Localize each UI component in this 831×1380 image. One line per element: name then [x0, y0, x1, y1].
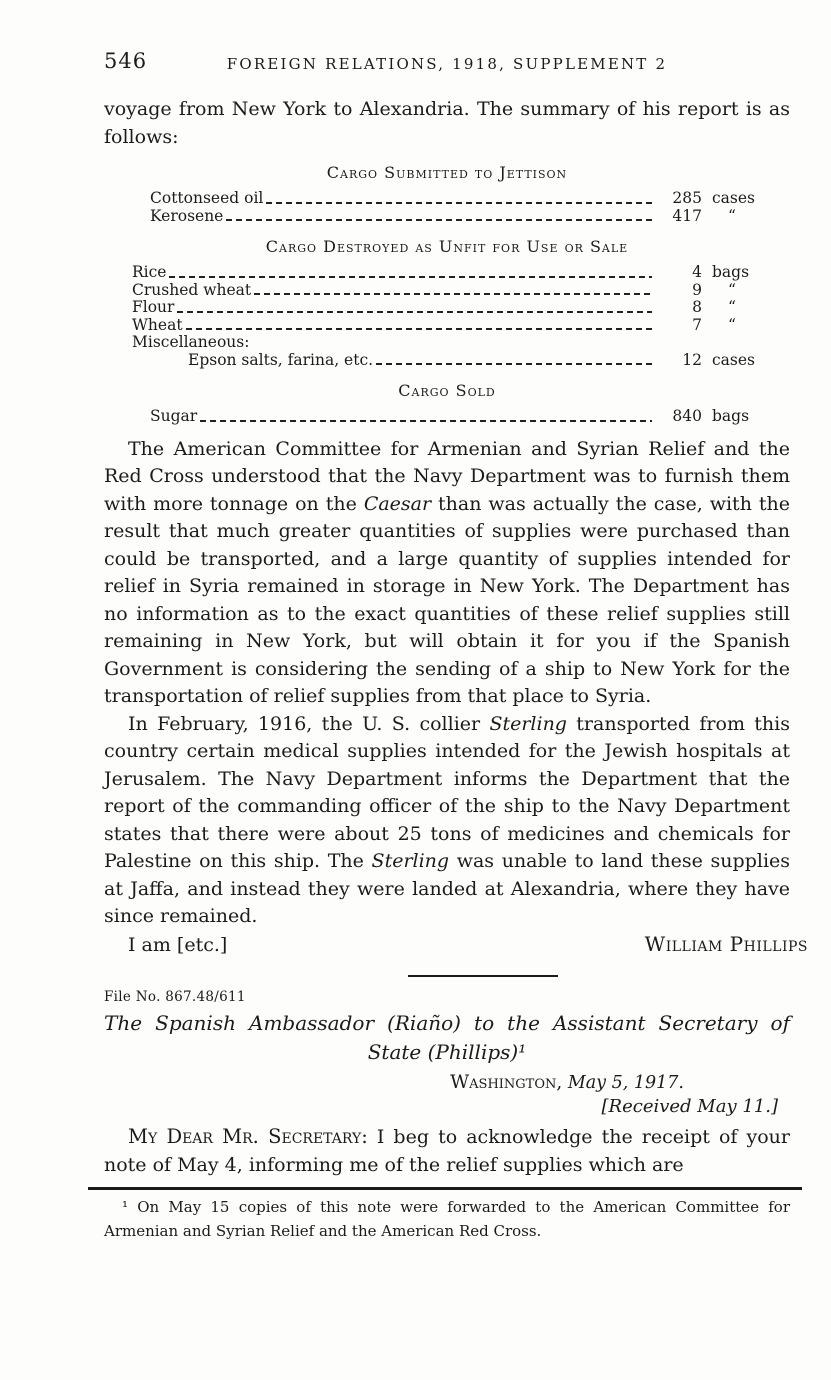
cargo-item-quantity: 417	[672, 206, 702, 225]
cargo-item-unit-ditto: “	[728, 298, 736, 316]
cargo-item-unit-ditto: “	[728, 315, 736, 334]
cargo-item-label: Cottonseed oil	[150, 189, 264, 207]
cargo-list-destroyed	[132, 264, 790, 369]
cargo-item-unit-ditto: “	[728, 206, 736, 225]
dash-leader	[200, 420, 652, 422]
ship-name-sterling: Sterling	[489, 712, 567, 735]
paragraph-text: was unable to land these supplies at Jaffa, and instead they were landed at Alexandria, where they have since remained.	[104, 850, 791, 927]
salutation: My Dear Mr. Secretary:	[128, 1125, 368, 1148]
cargo-row	[132, 317, 790, 335]
cargo-heading-destroyed: Cargo Destroyed as Unfit for Use or Sale	[265, 237, 629, 256]
dash-leader	[186, 328, 652, 330]
dash-leader	[376, 363, 652, 365]
received-line: [Received May 11.]	[601, 1096, 778, 1117]
file-number: File No. 867.48/611	[104, 989, 246, 1005]
letter-heading-line-2: State (Phillips)¹	[367, 1040, 527, 1064]
cargo-item-quantity: 9	[692, 280, 702, 299]
cargo-row	[132, 352, 790, 370]
cargo-section-sold	[104, 381, 790, 426]
section-divider-rule	[408, 975, 558, 977]
paragraph-text: In February, 1916, the U. S. collier	[128, 712, 490, 735]
cargo-item-label: Epson salts, farina, etc.	[188, 350, 374, 369]
footnote	[104, 1195, 790, 1243]
ship-name-sterling: Sterling	[371, 850, 450, 872]
page-number: 546	[104, 49, 148, 73]
signature-row	[104, 931, 808, 960]
running-header	[104, 49, 790, 78]
dateline-date: May 5, 1917.	[562, 1073, 684, 1093]
cargo-item-label: Crushed wheat	[132, 280, 252, 299]
cargo-list-sold	[150, 408, 790, 426]
paragraph-text: than was actually the case, with the result that much greater quantities of supplies were purchased than could be transported, and a large quantity of supplies intended for relief in Syria remained in storage in New York. The Department has no information as to the exact quantities of these relief supplies still remaining in New York, but will obtain it for you if the Spanish Government is considering the sending of a ship to New York for the transportation of relief supplies from that place to Syria.	[104, 492, 790, 707]
intro-paragraph: voyage from New York to Alexandria. The summary of his report is as follows:	[104, 98, 790, 148]
cargo-item-unit-ditto: “	[728, 280, 736, 299]
dash-leader	[254, 293, 652, 295]
cargo-item-label: Miscellaneous:	[132, 333, 250, 351]
cargo-row-miscellaneous	[132, 334, 790, 352]
salutation-body-text: I beg to acknowledge the receipt of your note of May 4, informing me of the relief supplies which are	[104, 1126, 790, 1176]
cargo-item-quantity: 4	[692, 263, 702, 281]
cargo-row	[132, 282, 790, 300]
running-title: FOREIGN RELATIONS, 1918, SUPPLEMENT 2	[226, 55, 668, 73]
footnote-rule	[88, 1187, 802, 1190]
cargo-item-label: Wheat	[132, 315, 183, 334]
cargo-item-label: Rice	[132, 263, 167, 281]
cargo-item-quantity: 8	[692, 298, 702, 316]
cargo-row	[132, 299, 790, 317]
ship-name-caesar: Caesar	[363, 492, 432, 515]
cargo-item-quantity: 840	[672, 407, 702, 425]
paragraph-text: The American Committee for Armenian and Syrian Relief and the Red Cross understood that the Navy Department was to furnish them with more tonnage on the	[104, 437, 790, 515]
cargo-section-destroyed	[104, 237, 790, 369]
cargo-item-label: Flour	[132, 298, 175, 316]
cargo-row	[150, 408, 790, 426]
cargo-list-jettison	[150, 190, 790, 225]
cargo-item-quantity: 12	[682, 350, 702, 369]
paragraph-text: transported from this country certain medical supplies intended for the Jewish hospitals at Jerusalem. The Navy Department informs the Department that the report of the commanding officer of the ship to the Navy Department states that there were about 25 tons of medicines and chemicals for Palestine on this ship. The	[104, 712, 790, 872]
cargo-item-unit: bags	[712, 407, 750, 425]
cargo-item-unit: cases	[712, 189, 756, 207]
cargo-row	[150, 208, 790, 226]
dash-leader	[226, 219, 652, 221]
cargo-item-unit: bags	[712, 263, 750, 281]
dateline-place: Washington,	[450, 1072, 563, 1093]
cargo-item-quantity: 285	[672, 189, 702, 207]
salutation-paragraph	[104, 1123, 790, 1179]
cargo-row	[132, 264, 790, 282]
footnote-text: On May 15 copies of this note were forwarded to the American Committee for Armenian and Syrian Relief and the American Red Cross.	[104, 1197, 790, 1240]
cargo-heading-jettison: Cargo Submitted to Jettison	[326, 163, 568, 182]
cargo-heading-sold: Cargo Sold	[398, 381, 496, 400]
cargo-item-quantity: 7	[692, 315, 702, 334]
body-paragraph-2	[104, 711, 790, 931]
dash-leader	[169, 276, 652, 278]
closing-line: I am [etc.]	[128, 933, 228, 956]
dash-leader	[266, 202, 652, 204]
cargo-item-label: Sugar	[150, 407, 198, 425]
signature-william-phillips: William Phillips	[644, 931, 808, 956]
cargo-section-jettison	[104, 163, 790, 225]
cargo-row	[150, 190, 790, 208]
dash-leader	[177, 311, 652, 313]
letter-heading	[104, 1009, 790, 1067]
letter-heading-line-1: The Spanish Ambassador (Riaño) to the Assistant Secretary of	[104, 1011, 790, 1035]
cargo-item-label: Kerosene	[150, 206, 224, 225]
dateline	[104, 1071, 790, 1095]
body-paragraph-1	[104, 436, 790, 711]
cargo-item-unit: cases	[712, 350, 756, 369]
footnote-marker: ¹	[122, 1197, 129, 1216]
